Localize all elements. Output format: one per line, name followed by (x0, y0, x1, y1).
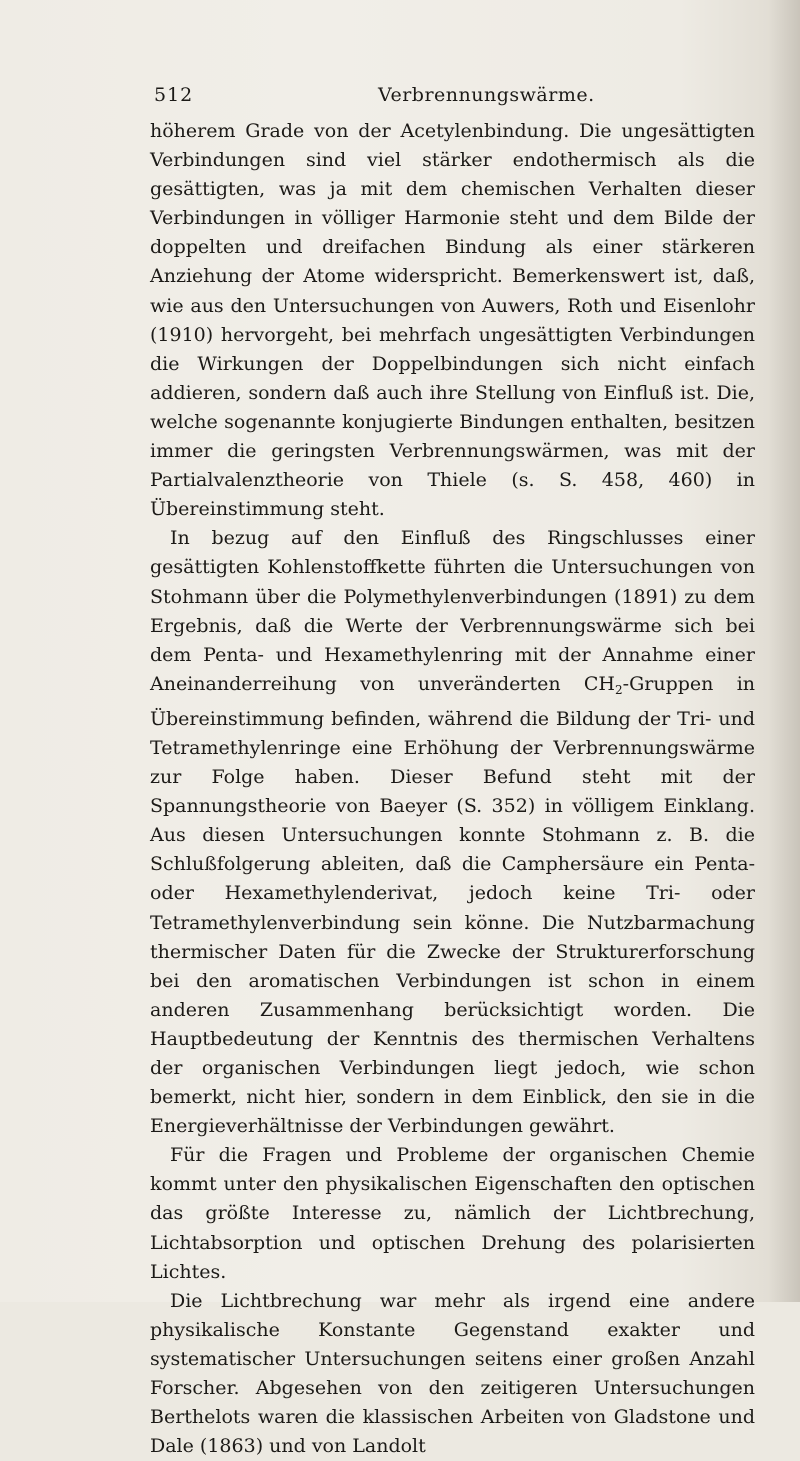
page-header (154, 84, 754, 114)
paragraph-2 (150, 524, 755, 1141)
paragraph-2-part-b: -Gruppen in Übereinstimmung befinden, während die Bildung der Tri- und Tetramethylenringe eine Erhöhung der Verbrennungswärme zur Folge haben. Dieser Befund steht mit der Spannungstheorie von Baeyer (S. 352) in völligem Einklang. Aus diesen Untersuchungen konnte Stohmann z. B. die Schlußfolgerung ableiten, daß die Camphersäure ein Penta- oder Hexamethylenderivat, jedoch keine Tri- oder Tetramethylenverbindung sein könne. Die Nutzbarmachung thermischer Daten für die Zwecke der Strukturerforschung bei den aromatischen Verbindungen ist schon in einem anderen Zusammenhang berücksichtigt worden. Die Hauptbedeutung der Kenntnis des thermischen Verhaltens der organischen Verbindungen liegt jedoch, wie schon bemerkt, nicht hier, sondern in dem Einblick, den sie in die Energieverhältnisse der Verbindungen gewährt. (150, 672, 756, 1138)
body-text (150, 117, 755, 1461)
paragraph-4: Die Lichtbrechung war mehr als irgend eine andere physikalische Konstante Gegenstand exakter und systematischer Untersuchungen seitens einer großen Anzahl Forscher. Abgesehen von den zeitigeren Untersuchungen Berthelots waren die klassischen Arbeiten von Gladstone und Dale (1863) und von Landolt (150, 1289, 755, 1458)
paragraph-2-part-a: In bezug auf den Einfluß des Ringschlusses einer gesättigten Kohlenstoffkette führten die Untersuchungen von Stohmann über die Polymethylenverbindungen (1891) zu dem Ergebnis, daß die Werte der Verbrennungswärme sich bei dem Penta- und Hexamethylenring mit der Annahme einer Aneinanderreihung von unveränderten CH (150, 527, 755, 695)
running-title: Verbrennungswärme. (378, 84, 595, 106)
paragraph-1: höherem Grade von der Acetylenbindung. Die ungesättigten Verbindungen sind viel stärker endothermisch als die gesättigten, was ja mit dem chemischen Verhalten dieser Verbindungen in völliger Harmonie steht und dem Bilde der doppelten und dreifachen Bindung als einer stärkeren Anziehung der Atome widerspricht. Bemerkenswert ist, daß, wie aus den Untersuchungen von Auwers, Roth und Eisenlohr (1910) hervorgeht, bei mehrfach ungesättigten Verbindungen die Wirkungen der Doppelbindungen sich nicht einfach addieren, sondern daß auch ihre Stellung von Einfluß ist. Die, welche sogenannte konjugierte Bindungen enthalten, besitzen immer die geringsten Verbrennungswärmen, was mit der Partialvalenztheorie von Thiele (s. S. 458, 460) in Übereinstimmung steht. (150, 120, 755, 521)
paragraph-3: Für die Fragen und Probleme der organischen Chemie kommt unter den physikalischen Eigenschaften den optischen das größte Interesse zu, nämlich der Lichtbrechung, Lichtabsorption und optischen Drehung des polarisierten Lichtes. (150, 1144, 755, 1283)
ch2-subscript: 2 (615, 682, 623, 697)
page-number: 512 (154, 84, 194, 106)
